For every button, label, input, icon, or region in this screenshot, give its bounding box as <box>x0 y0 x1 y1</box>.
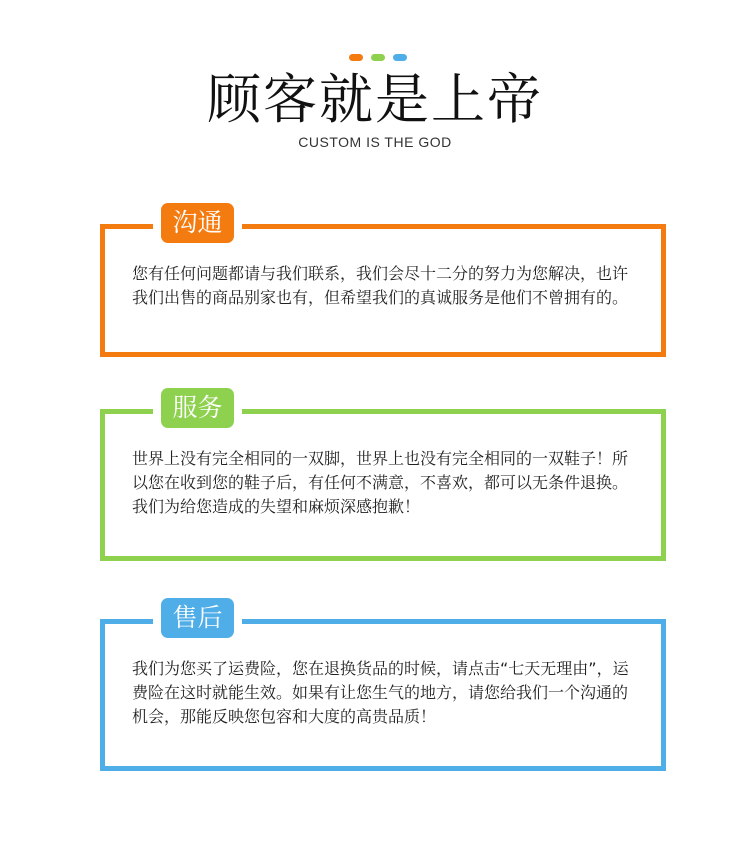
page-title: 顾客就是上帝 <box>207 68 543 131</box>
tag-wrapper <box>153 598 242 638</box>
green-dot <box>371 54 385 61</box>
orange-dot <box>349 54 363 61</box>
card-text-communication: 您有任何问题都请与我们联系，我们会尽十二分的努力为您解决，也许我们出售的商品别家也有，但希望我们的真诚服务是他们不曾拥有的。 <box>132 264 629 307</box>
card-text-service: 世界上没有完全相同的一双脚，世界上也没有完全相同的一双鞋子！所以您在收到您的鞋子后，有任何不满意，不喜欢，都可以无条件退换。我们为给您造成的失望和麻烦深感抱歉！ <box>132 449 629 516</box>
decorative-dots <box>349 54 407 61</box>
tag-service: 服务 <box>161 388 234 428</box>
card-text-after-sales: 我们为您买了运费险，您在退换货品的时候，请点击“七天无理由”，运费险在这时就能生效。如果有让您生气的地方，请您给我们一个沟通的机会，那能反映您包容和大度的高贵品质！ <box>132 659 629 726</box>
tag-after-sales: 售后 <box>161 598 234 638</box>
card-after-sales <box>100 603 666 771</box>
card-service <box>100 393 666 561</box>
page-subtitle: CUSTOM IS THE GOD <box>298 134 452 150</box>
tag-communication: 沟通 <box>161 203 234 243</box>
card-communication <box>100 208 666 357</box>
tag-wrapper <box>153 388 242 428</box>
blue-dot <box>393 54 407 61</box>
tag-wrapper <box>153 203 242 243</box>
